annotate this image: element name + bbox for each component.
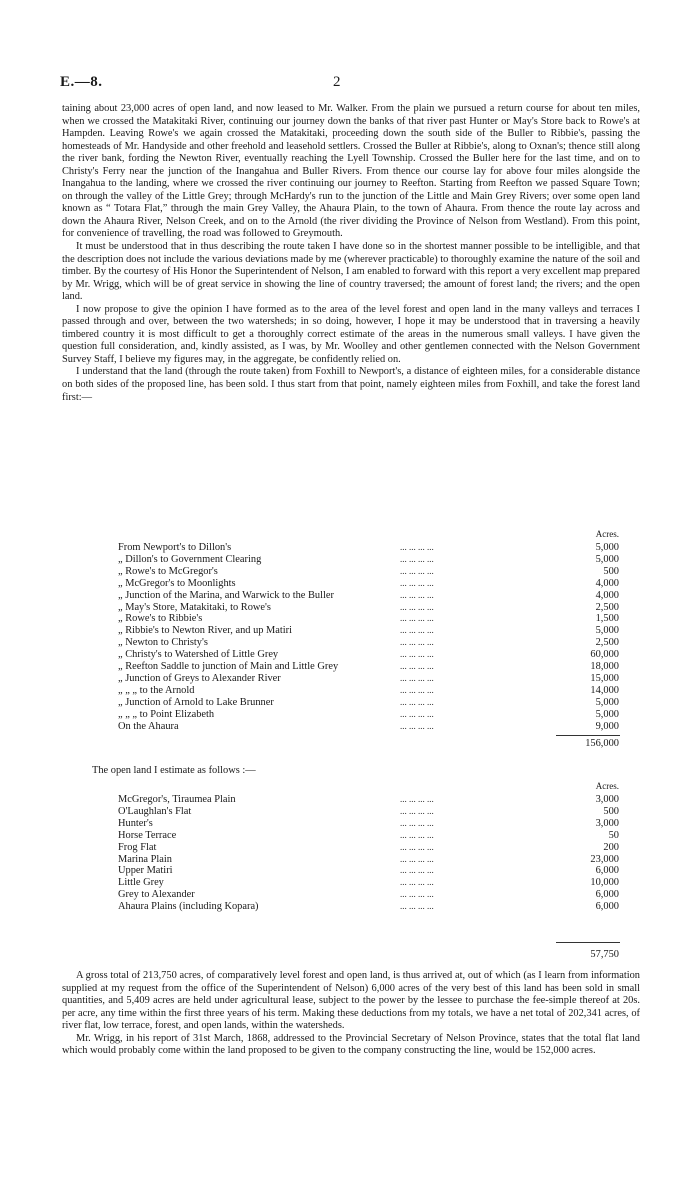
row-value: 4,000 bbox=[595, 589, 619, 601]
dot-leader: ... ... ... ... bbox=[400, 553, 434, 564]
dot-leader: ... ... ... ... bbox=[400, 661, 434, 671]
row-label: „ Christy's to Watershed of Little Grey bbox=[118, 649, 279, 661]
row-value: 50 bbox=[608, 829, 619, 841]
row-label: Little Grey bbox=[118, 877, 164, 889]
row-value: 2,500 bbox=[595, 601, 619, 613]
table-row bbox=[0, 901, 700, 912]
open-land-intro: The open land I estimate as follows :— bbox=[92, 765, 256, 776]
table-row bbox=[0, 625, 700, 636]
row-label: On the Ahaura bbox=[118, 720, 179, 732]
table-row bbox=[0, 889, 700, 900]
row-value: 14,000 bbox=[590, 684, 619, 696]
table-row bbox=[0, 566, 700, 577]
page-number: 2 bbox=[333, 74, 341, 90]
table-row bbox=[0, 649, 700, 660]
table-row bbox=[0, 721, 700, 732]
row-label: „ Reefton Saddle to junction of Main and Little Grey bbox=[118, 661, 339, 672]
dot-leader: ... ... ... ... bbox=[400, 565, 434, 576]
dot-leader: ... ... ... ... bbox=[400, 901, 434, 912]
row-label: „ Rowe's to McGregor's bbox=[118, 565, 218, 577]
row-value: 6,000 bbox=[595, 901, 619, 913]
row-label: „ Junction of Arnold to Lake Brunner bbox=[118, 696, 274, 708]
dot-leader: ... ... ... ... bbox=[400, 601, 434, 612]
table-row bbox=[0, 818, 700, 829]
row-value: 500 bbox=[603, 805, 619, 817]
row-label: O'Laughlan's Flat bbox=[118, 805, 192, 817]
row-value: 1,500 bbox=[595, 613, 619, 625]
paragraph: I now propose to give the opinion I have formed as to the area of the level forest and open land in the many valleys and terraces I passed through and over, between the two watersheds; in so doing, however, I hope it may be understood that in traversing a heavily timbered country it is most difficult to get a thoroughly correct estimate of the areas in the numerous small valleys. I have given the question full consideration, and, kindly assisted, as I was, by Mr. Woolley and other gentlemen connected with the Nelson Government Survey Staff, I believe my figures may, in the aggregate, be confidently relied on. bbox=[62, 303, 640, 365]
row-label: Grey to Alexander bbox=[118, 889, 195, 901]
dot-leader: ... ... ... ... bbox=[400, 720, 434, 731]
row-label: Horse Terrace bbox=[118, 829, 177, 841]
row-value: 6,000 bbox=[595, 865, 619, 877]
row-label: „ Newton to Christy's bbox=[118, 637, 208, 649]
row-value: 3,000 bbox=[595, 794, 619, 805]
row-value: 15,000 bbox=[590, 672, 619, 684]
table-row bbox=[0, 542, 700, 553]
row-label: „ „ „ to Point Elizabeth bbox=[118, 708, 215, 720]
table-row bbox=[0, 806, 700, 817]
row-value: 3,000 bbox=[595, 817, 619, 829]
row-value: 5,000 bbox=[595, 708, 619, 720]
dot-leader: ... ... ... ... bbox=[400, 625, 434, 636]
row-label: „ Junction of the Marina, and Warwick to the Buller bbox=[118, 589, 334, 601]
row-label: „ Dillon's to Government Clearing bbox=[118, 553, 262, 565]
document-reference: E.—8. bbox=[60, 74, 103, 90]
row-label: Upper Matiri bbox=[118, 865, 173, 877]
open-unit-header: Acres. bbox=[595, 781, 619, 791]
row-value: 200 bbox=[603, 841, 619, 853]
dot-leader: ... ... ... ... bbox=[400, 794, 434, 804]
dot-leader: ... ... ... ... bbox=[400, 613, 434, 624]
row-label: „ Ribbie's to Newton River, and up Matiri bbox=[118, 625, 293, 637]
row-value: 5,000 bbox=[595, 696, 619, 708]
forest-total: 156,000 bbox=[585, 738, 619, 749]
row-value: 10,000 bbox=[590, 877, 619, 889]
dot-leader: ... ... ... ... bbox=[400, 853, 434, 864]
dot-leader: ... ... ... ... bbox=[400, 684, 434, 695]
table-row bbox=[0, 697, 700, 708]
dot-leader: ... ... ... ... bbox=[400, 877, 434, 888]
table-row bbox=[0, 877, 700, 888]
table-row bbox=[0, 794, 700, 805]
dot-leader: ... ... ... ... bbox=[400, 542, 434, 552]
dot-leader: ... ... ... ... bbox=[400, 841, 434, 852]
dot-leader: ... ... ... ... bbox=[400, 672, 434, 683]
dot-leader: ... ... ... ... bbox=[400, 817, 434, 828]
row-value: 500 bbox=[603, 565, 619, 577]
table-row bbox=[0, 685, 700, 696]
row-value: 4,000 bbox=[595, 577, 619, 589]
dot-leader: ... ... ... ... bbox=[400, 696, 434, 707]
table-row bbox=[0, 842, 700, 853]
table-row bbox=[0, 554, 700, 565]
row-label: „ Rowe's to Ribbie's bbox=[118, 613, 203, 625]
row-value: 18,000 bbox=[590, 661, 619, 672]
row-value: 23,000 bbox=[590, 853, 619, 865]
dot-leader: ... ... ... ... bbox=[400, 577, 434, 588]
table-row bbox=[0, 865, 700, 876]
table-row bbox=[0, 637, 700, 648]
row-label: McGregor's, Tiraumea Plain bbox=[118, 794, 236, 805]
row-value: 6,000 bbox=[595, 889, 619, 901]
table-row bbox=[0, 673, 700, 684]
row-label: Hunter's bbox=[118, 817, 153, 829]
row-value: 5,000 bbox=[595, 542, 619, 553]
dot-leader: ... ... ... ... bbox=[400, 865, 434, 876]
dot-leader: ... ... ... ... bbox=[400, 829, 434, 840]
row-label: Frog Flat bbox=[118, 841, 157, 853]
row-label: „ Junction of Greys to Alexander River bbox=[118, 672, 281, 684]
open-total: 57,750 bbox=[590, 949, 619, 960]
forest-total-rule bbox=[556, 735, 620, 736]
table-row bbox=[0, 854, 700, 865]
dot-leader: ... ... ... ... bbox=[400, 637, 434, 648]
row-value: 60,000 bbox=[590, 649, 619, 661]
paragraph: A gross total of 213,750 acres, of comparatively level forest and open land, is thus arrived at, out of which (as I learn from information supplied at my request from the office of the Superintendent of Nelson) 6,000 acres of the very best of this land has been sold in small quantities, and 5,409 acres are held under agricultural lease, subject to the power by the lessee to purchase the fee-simple thereof at 20s. per acre, any time within the first three years of his term. Making these deductions from my totals, we have a net total of 202,341 acres, of river flat, low terrace, forest, and open lands, within the watersheds. bbox=[62, 970, 640, 1032]
forest-unit-header: Acres. bbox=[595, 529, 619, 539]
paragraph: Mr. Wrigg, in his report of 31st March, 1868, addressed to the Provincial Secretary of Nelson Province, states that the total flat land which would probably come within the land proposed to be given to the company constructing the line, would be 152,000 acres. bbox=[62, 1032, 640, 1057]
dot-leader: ... ... ... ... bbox=[400, 889, 434, 900]
paragraph: taining about 23,000 acres of open land, and now leased to Mr. Walker. From the plain we pursued a return course for about ten miles, when we crossed the Matakitaki River, continuing our journey down the banks of that river past Hunter or May's Store back to Rowe's at Hampden. Leaving Rowe's we again crossed the Matakitaki, proceeding down the south side of the Buller to Ribbie's, passing the homesteads of Mr. Handyside and other freehold and leasehold settlers. Crossed the Buller at Ribbie's, along to Oxnan's; thence still along the river bank, fording the Newton River, eventually reaching the Lyell Township. Crossed the Buller here for the last time, and on to Christy's Ferry near the junction of the Inangahua and Buller Rivers. From thence our course lay for above four miles alongside the Inangahua to the landing, where we crossed the river continuing our journey to Reefton. Starting from Reefton we passed Square Town; on through the valley of the Little Grey; through McHardy's run to the junction of the Little and Main Grey Rivers; over some open land known as “ Totara Flat,” through the main Grey Valley, the Ahaura Plain, to the town of Ahaura. From thence the route lay across and down the Ahaura River, Nelson Creek, and on to the Arnold (the river dividing the Province of Nelson from Westland). From this point, for convenience of travelling, the road was followed to Greymouth. bbox=[62, 103, 640, 240]
dot-leader: ... ... ... ... bbox=[400, 805, 434, 816]
dot-leader: ... ... ... ... bbox=[400, 589, 434, 600]
dot-leader: ... ... ... ... bbox=[400, 649, 434, 660]
row-label: Marina Plain bbox=[118, 853, 172, 865]
row-label: „ „ „ to the Arnold bbox=[118, 684, 195, 696]
table-row bbox=[0, 830, 700, 841]
table-row bbox=[0, 709, 700, 720]
row-value: 2,500 bbox=[595, 637, 619, 649]
table-row bbox=[0, 590, 700, 601]
row-value: 5,000 bbox=[595, 625, 619, 637]
row-label: „ May's Store, Matakitaki, to Rowe's bbox=[118, 601, 271, 613]
row-label: Ahaura Plains (including Kopara) bbox=[118, 901, 259, 913]
body-text-bottom bbox=[62, 970, 640, 1058]
row-value: 5,000 bbox=[595, 553, 619, 565]
row-label: From Newport's to Dillon's bbox=[118, 542, 232, 553]
row-value: 9,000 bbox=[595, 720, 619, 732]
table-row bbox=[0, 578, 700, 589]
paragraph: I understand that the land (through the route taken) from Foxhill to Newport's, a distance of eighteen miles, for a considerable distance on both sides of the proposed line, has been sold. I thus start from that point, namely eighteen miles from Foxhill, and take the forest land first:— bbox=[62, 366, 640, 403]
dot-leader: ... ... ... ... bbox=[400, 708, 434, 719]
table-row bbox=[0, 661, 700, 672]
open-total-rule bbox=[556, 942, 620, 943]
paragraph: It must be understood that in thus describing the route taken I have done so in the shortest manner possible to be intelligible, and that the description does not include the various deviations made by me (wherever practicable) to thoroughly examine the nature of the soil and timber. By the courtesy of His Honor the Superintendent of Nelson, I am enabled to forward with this report a very excellent map prepared by Mr. Wrigg, which will be of great service in showing the line of country traversed; the amount of forest land; the rivers; and the open land. bbox=[62, 241, 640, 303]
table-row bbox=[0, 602, 700, 613]
table-row bbox=[0, 613, 700, 624]
body-text-top bbox=[62, 103, 640, 404]
row-label: „ McGregor's to Moonlights bbox=[118, 577, 236, 589]
